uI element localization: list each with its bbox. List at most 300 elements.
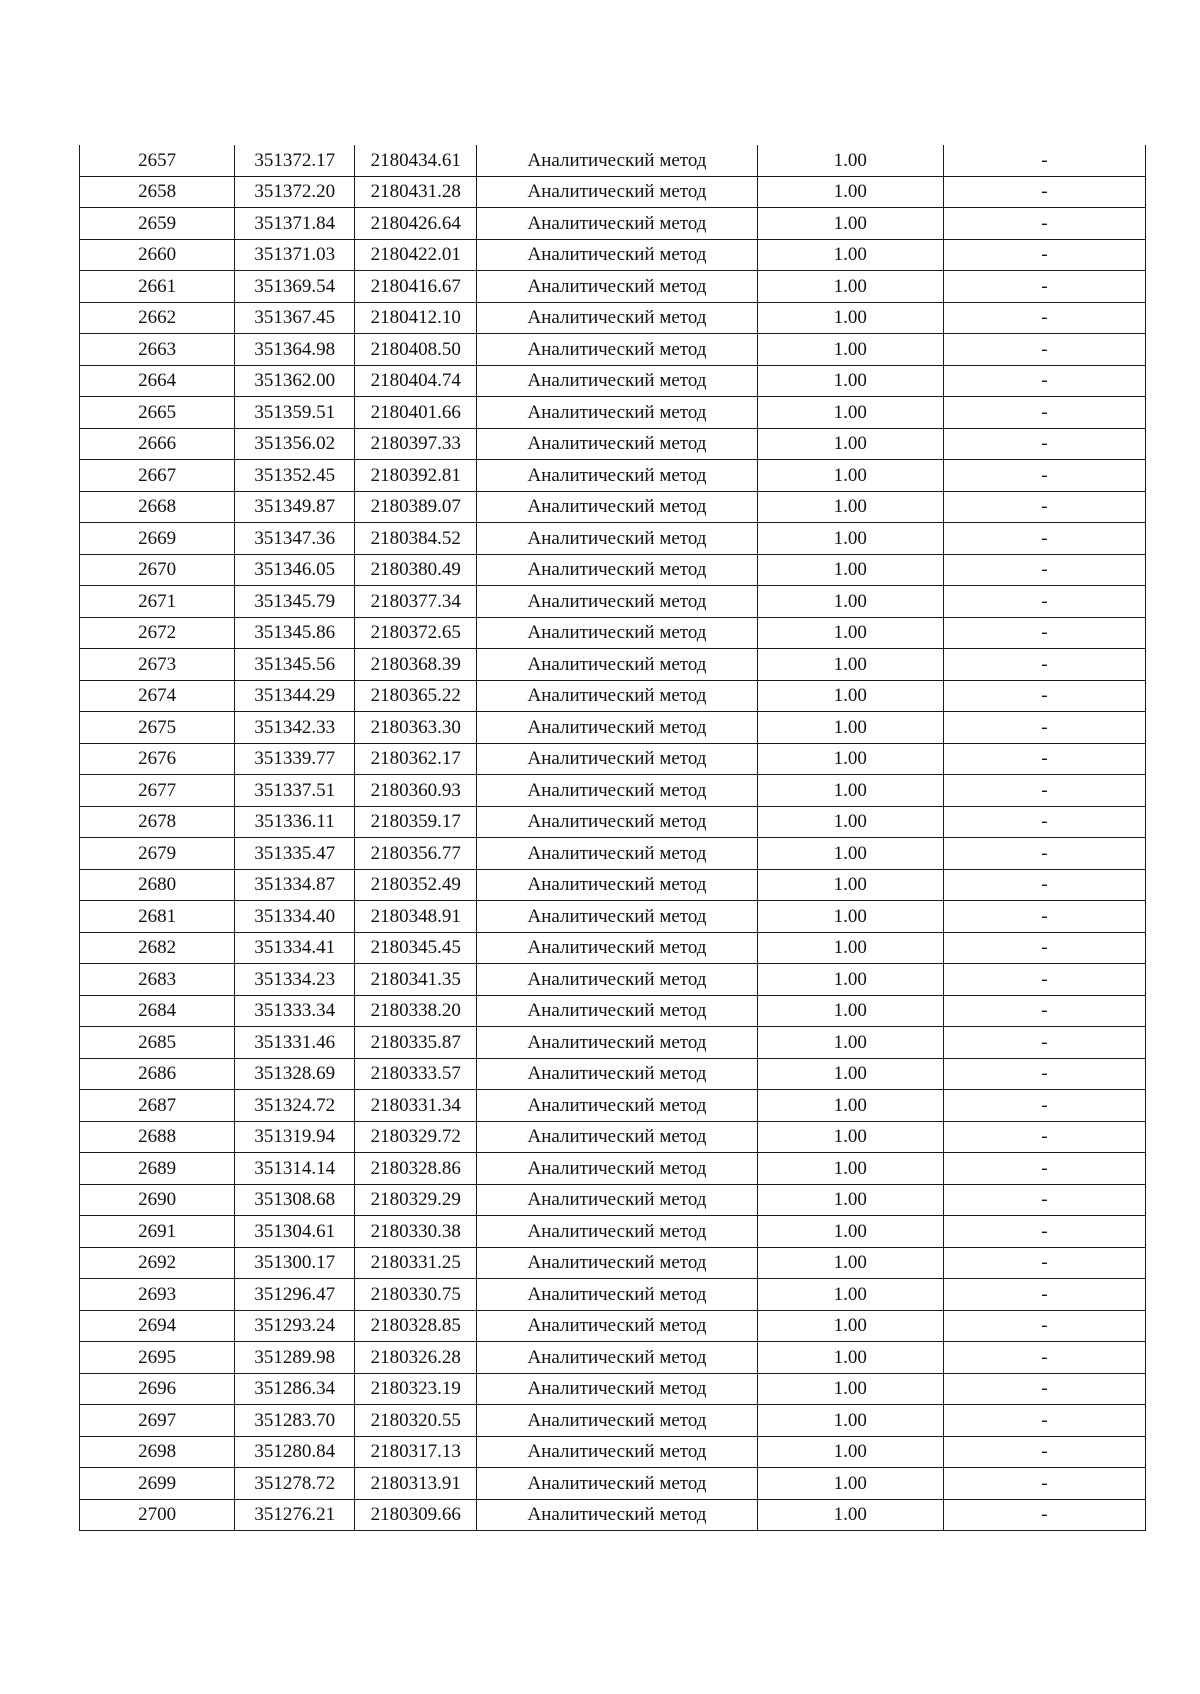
point-number-cell: 2663 bbox=[80, 334, 235, 366]
note-cell: - bbox=[943, 838, 1145, 870]
table-row bbox=[80, 1247, 1146, 1279]
y-coordinate-cell: 2180372.65 bbox=[355, 617, 477, 649]
x-coordinate-cell: 351356.02 bbox=[235, 428, 355, 460]
table-row bbox=[80, 1184, 1146, 1216]
x-coordinate-cell: 351336.11 bbox=[235, 806, 355, 838]
table-row bbox=[80, 901, 1146, 933]
note-cell: - bbox=[943, 1216, 1145, 1248]
y-coordinate-cell: 2180422.01 bbox=[355, 239, 477, 271]
point-number-cell: 2657 bbox=[80, 145, 235, 176]
note-cell: - bbox=[943, 271, 1145, 303]
y-coordinate-cell: 2180335.87 bbox=[355, 1027, 477, 1059]
point-number-cell: 2659 bbox=[80, 208, 235, 240]
accuracy-cell: 1.00 bbox=[757, 1121, 943, 1153]
note-cell: - bbox=[943, 428, 1145, 460]
table-row bbox=[80, 208, 1146, 240]
x-coordinate-cell: 351276.21 bbox=[235, 1499, 355, 1531]
point-number-cell: 2667 bbox=[80, 460, 235, 492]
accuracy-cell: 1.00 bbox=[757, 1468, 943, 1500]
note-cell: - bbox=[943, 649, 1145, 681]
x-coordinate-cell: 351319.94 bbox=[235, 1121, 355, 1153]
method-cell: Аналитический метод bbox=[477, 145, 757, 176]
point-number-cell: 2662 bbox=[80, 302, 235, 334]
accuracy-cell: 1.00 bbox=[757, 302, 943, 334]
table-row bbox=[80, 1279, 1146, 1311]
accuracy-cell: 1.00 bbox=[757, 964, 943, 996]
table-row bbox=[80, 1090, 1146, 1122]
y-coordinate-cell: 2180328.85 bbox=[355, 1310, 477, 1342]
accuracy-cell: 1.00 bbox=[757, 680, 943, 712]
table-row bbox=[80, 365, 1146, 397]
x-coordinate-cell: 351345.79 bbox=[235, 586, 355, 618]
table-row bbox=[80, 964, 1146, 996]
accuracy-cell: 1.00 bbox=[757, 208, 943, 240]
y-coordinate-cell: 2180329.29 bbox=[355, 1184, 477, 1216]
table-row bbox=[80, 995, 1146, 1027]
note-cell: - bbox=[943, 964, 1145, 996]
note-cell: - bbox=[943, 1468, 1145, 1500]
point-number-cell: 2699 bbox=[80, 1468, 235, 1500]
y-coordinate-cell: 2180331.25 bbox=[355, 1247, 477, 1279]
accuracy-cell: 1.00 bbox=[757, 869, 943, 901]
x-coordinate-cell: 351349.87 bbox=[235, 491, 355, 523]
method-cell: Аналитический метод bbox=[477, 1468, 757, 1500]
table-row bbox=[80, 145, 1146, 176]
y-coordinate-cell: 2180359.17 bbox=[355, 806, 477, 838]
point-number-cell: 2678 bbox=[80, 806, 235, 838]
point-number-cell: 2661 bbox=[80, 271, 235, 303]
accuracy-cell: 1.00 bbox=[757, 397, 943, 429]
x-coordinate-cell: 351352.45 bbox=[235, 460, 355, 492]
note-cell: - bbox=[943, 1027, 1145, 1059]
accuracy-cell: 1.00 bbox=[757, 271, 943, 303]
point-number-cell: 2664 bbox=[80, 365, 235, 397]
note-cell: - bbox=[943, 302, 1145, 334]
y-coordinate-cell: 2180338.20 bbox=[355, 995, 477, 1027]
point-number-cell: 2673 bbox=[80, 649, 235, 681]
y-coordinate-cell: 2180389.07 bbox=[355, 491, 477, 523]
method-cell: Аналитический метод bbox=[477, 838, 757, 870]
method-cell: Аналитический метод bbox=[477, 271, 757, 303]
accuracy-cell: 1.00 bbox=[757, 1342, 943, 1374]
y-coordinate-cell: 2180412.10 bbox=[355, 302, 477, 334]
table-row bbox=[80, 1216, 1146, 1248]
note-cell: - bbox=[943, 397, 1145, 429]
x-coordinate-cell: 351345.56 bbox=[235, 649, 355, 681]
note-cell: - bbox=[943, 806, 1145, 838]
method-cell: Аналитический метод bbox=[477, 1184, 757, 1216]
point-number-cell: 2691 bbox=[80, 1216, 235, 1248]
table-row bbox=[80, 302, 1146, 334]
table-row bbox=[80, 1027, 1146, 1059]
method-cell: Аналитический метод bbox=[477, 712, 757, 744]
accuracy-cell: 1.00 bbox=[757, 932, 943, 964]
method-cell: Аналитический метод bbox=[477, 208, 757, 240]
table-row bbox=[80, 1405, 1146, 1437]
point-number-cell: 2698 bbox=[80, 1436, 235, 1468]
point-number-cell: 2674 bbox=[80, 680, 235, 712]
accuracy-cell: 1.00 bbox=[757, 1310, 943, 1342]
table-row bbox=[80, 1499, 1146, 1531]
y-coordinate-cell: 2180348.91 bbox=[355, 901, 477, 933]
method-cell: Аналитический метод bbox=[477, 428, 757, 460]
method-cell: Аналитический метод bbox=[477, 649, 757, 681]
y-coordinate-cell: 2180416.67 bbox=[355, 271, 477, 303]
x-coordinate-cell: 351344.29 bbox=[235, 680, 355, 712]
accuracy-cell: 1.00 bbox=[757, 649, 943, 681]
method-cell: Аналитический метод bbox=[477, 239, 757, 271]
note-cell: - bbox=[943, 1247, 1145, 1279]
accuracy-cell: 1.00 bbox=[757, 586, 943, 618]
point-number-cell: 2676 bbox=[80, 743, 235, 775]
method-cell: Аналитический метод bbox=[477, 302, 757, 334]
table-row bbox=[80, 1121, 1146, 1153]
method-cell: Аналитический метод bbox=[477, 586, 757, 618]
method-cell: Аналитический метод bbox=[477, 365, 757, 397]
note-cell: - bbox=[943, 712, 1145, 744]
accuracy-cell: 1.00 bbox=[757, 1058, 943, 1090]
method-cell: Аналитический метод bbox=[477, 491, 757, 523]
table-row bbox=[80, 775, 1146, 807]
table-row bbox=[80, 239, 1146, 271]
table-row bbox=[80, 397, 1146, 429]
x-coordinate-cell: 351364.98 bbox=[235, 334, 355, 366]
x-coordinate-cell: 351346.05 bbox=[235, 554, 355, 586]
x-coordinate-cell: 351369.54 bbox=[235, 271, 355, 303]
accuracy-cell: 1.00 bbox=[757, 806, 943, 838]
note-cell: - bbox=[943, 1436, 1145, 1468]
note-cell: - bbox=[943, 932, 1145, 964]
table-row bbox=[80, 334, 1146, 366]
method-cell: Аналитический метод bbox=[477, 964, 757, 996]
table-row bbox=[80, 1436, 1146, 1468]
y-coordinate-cell: 2180323.19 bbox=[355, 1373, 477, 1405]
y-coordinate-cell: 2180434.61 bbox=[355, 145, 477, 176]
table-row bbox=[80, 932, 1146, 964]
note-cell: - bbox=[943, 1499, 1145, 1531]
note-cell: - bbox=[943, 1310, 1145, 1342]
accuracy-cell: 1.00 bbox=[757, 1247, 943, 1279]
note-cell: - bbox=[943, 491, 1145, 523]
note-cell: - bbox=[943, 208, 1145, 240]
y-coordinate-cell: 2180329.72 bbox=[355, 1121, 477, 1153]
x-coordinate-cell: 351304.61 bbox=[235, 1216, 355, 1248]
x-coordinate-cell: 351280.84 bbox=[235, 1436, 355, 1468]
point-number-cell: 2665 bbox=[80, 397, 235, 429]
point-number-cell: 2689 bbox=[80, 1153, 235, 1185]
note-cell: - bbox=[943, 743, 1145, 775]
y-coordinate-cell: 2180326.28 bbox=[355, 1342, 477, 1374]
note-cell: - bbox=[943, 1279, 1145, 1311]
y-coordinate-cell: 2180384.52 bbox=[355, 523, 477, 555]
method-cell: Аналитический метод bbox=[477, 1279, 757, 1311]
x-coordinate-cell: 351342.33 bbox=[235, 712, 355, 744]
note-cell: - bbox=[943, 176, 1145, 208]
note-cell: - bbox=[943, 523, 1145, 555]
point-number-cell: 2660 bbox=[80, 239, 235, 271]
point-number-cell: 2682 bbox=[80, 932, 235, 964]
note-cell: - bbox=[943, 1090, 1145, 1122]
note-cell: - bbox=[943, 869, 1145, 901]
accuracy-cell: 1.00 bbox=[757, 1436, 943, 1468]
y-coordinate-cell: 2180352.49 bbox=[355, 869, 477, 901]
note-cell: - bbox=[943, 995, 1145, 1027]
note-cell: - bbox=[943, 460, 1145, 492]
y-coordinate-cell: 2180328.86 bbox=[355, 1153, 477, 1185]
table-row bbox=[80, 460, 1146, 492]
accuracy-cell: 1.00 bbox=[757, 1405, 943, 1437]
point-number-cell: 2680 bbox=[80, 869, 235, 901]
method-cell: Аналитический метод bbox=[477, 806, 757, 838]
point-number-cell: 2692 bbox=[80, 1247, 235, 1279]
table-row bbox=[80, 1342, 1146, 1374]
y-coordinate-cell: 2180365.22 bbox=[355, 680, 477, 712]
x-coordinate-cell: 351328.69 bbox=[235, 1058, 355, 1090]
accuracy-cell: 1.00 bbox=[757, 523, 943, 555]
table-row bbox=[80, 1153, 1146, 1185]
x-coordinate-cell: 351359.51 bbox=[235, 397, 355, 429]
accuracy-cell: 1.00 bbox=[757, 1499, 943, 1531]
x-coordinate-cell: 351371.84 bbox=[235, 208, 355, 240]
point-number-cell: 2675 bbox=[80, 712, 235, 744]
point-number-cell: 2672 bbox=[80, 617, 235, 649]
y-coordinate-cell: 2180320.55 bbox=[355, 1405, 477, 1437]
table-row bbox=[80, 586, 1146, 618]
method-cell: Аналитический метод bbox=[477, 869, 757, 901]
y-coordinate-cell: 2180331.34 bbox=[355, 1090, 477, 1122]
point-number-cell: 2690 bbox=[80, 1184, 235, 1216]
method-cell: Аналитический метод bbox=[477, 460, 757, 492]
point-number-cell: 2694 bbox=[80, 1310, 235, 1342]
table-row bbox=[80, 743, 1146, 775]
note-cell: - bbox=[943, 775, 1145, 807]
table-row bbox=[80, 838, 1146, 870]
point-number-cell: 2693 bbox=[80, 1279, 235, 1311]
x-coordinate-cell: 351333.34 bbox=[235, 995, 355, 1027]
method-cell: Аналитический метод bbox=[477, 523, 757, 555]
method-cell: Аналитический метод bbox=[477, 1247, 757, 1279]
note-cell: - bbox=[943, 680, 1145, 712]
point-number-cell: 2687 bbox=[80, 1090, 235, 1122]
table-body bbox=[80, 145, 1146, 1531]
point-number-cell: 2700 bbox=[80, 1499, 235, 1531]
y-coordinate-cell: 2180330.75 bbox=[355, 1279, 477, 1311]
note-cell: - bbox=[943, 1342, 1145, 1374]
method-cell: Аналитический метод bbox=[477, 1405, 757, 1437]
note-cell: - bbox=[943, 1121, 1145, 1153]
table-row bbox=[80, 554, 1146, 586]
y-coordinate-cell: 2180377.34 bbox=[355, 586, 477, 618]
table-row bbox=[80, 806, 1146, 838]
note-cell: - bbox=[943, 239, 1145, 271]
accuracy-cell: 1.00 bbox=[757, 554, 943, 586]
method-cell: Аналитический метод bbox=[477, 1153, 757, 1185]
y-coordinate-cell: 2180333.57 bbox=[355, 1058, 477, 1090]
y-coordinate-cell: 2180362.17 bbox=[355, 743, 477, 775]
accuracy-cell: 1.00 bbox=[757, 712, 943, 744]
x-coordinate-cell: 351283.70 bbox=[235, 1405, 355, 1437]
table-row bbox=[80, 712, 1146, 744]
accuracy-cell: 1.00 bbox=[757, 995, 943, 1027]
note-cell: - bbox=[943, 901, 1145, 933]
x-coordinate-cell: 351372.20 bbox=[235, 176, 355, 208]
x-coordinate-cell: 351345.86 bbox=[235, 617, 355, 649]
accuracy-cell: 1.00 bbox=[757, 145, 943, 176]
y-coordinate-cell: 2180356.77 bbox=[355, 838, 477, 870]
method-cell: Аналитический метод bbox=[477, 1027, 757, 1059]
accuracy-cell: 1.00 bbox=[757, 239, 943, 271]
y-coordinate-cell: 2180392.81 bbox=[355, 460, 477, 492]
method-cell: Аналитический метод bbox=[477, 775, 757, 807]
method-cell: Аналитический метод bbox=[477, 1499, 757, 1531]
point-number-cell: 2686 bbox=[80, 1058, 235, 1090]
method-cell: Аналитический метод bbox=[477, 995, 757, 1027]
x-coordinate-cell: 351334.40 bbox=[235, 901, 355, 933]
point-number-cell: 2683 bbox=[80, 964, 235, 996]
note-cell: - bbox=[943, 1405, 1145, 1437]
table-row bbox=[80, 428, 1146, 460]
accuracy-cell: 1.00 bbox=[757, 428, 943, 460]
x-coordinate-cell: 351334.23 bbox=[235, 964, 355, 996]
accuracy-cell: 1.00 bbox=[757, 1373, 943, 1405]
y-coordinate-cell: 2180431.28 bbox=[355, 176, 477, 208]
x-coordinate-cell: 351331.46 bbox=[235, 1027, 355, 1059]
point-number-cell: 2677 bbox=[80, 775, 235, 807]
accuracy-cell: 1.00 bbox=[757, 617, 943, 649]
method-cell: Аналитический метод bbox=[477, 901, 757, 933]
accuracy-cell: 1.00 bbox=[757, 838, 943, 870]
method-cell: Аналитический метод bbox=[477, 1310, 757, 1342]
note-cell: - bbox=[943, 554, 1145, 586]
table-row bbox=[80, 869, 1146, 901]
y-coordinate-cell: 2180341.35 bbox=[355, 964, 477, 996]
x-coordinate-cell: 351289.98 bbox=[235, 1342, 355, 1374]
table-row bbox=[80, 1373, 1146, 1405]
method-cell: Аналитический метод bbox=[477, 617, 757, 649]
table-row bbox=[80, 176, 1146, 208]
method-cell: Аналитический метод bbox=[477, 176, 757, 208]
x-coordinate-cell: 351314.14 bbox=[235, 1153, 355, 1185]
accuracy-cell: 1.00 bbox=[757, 491, 943, 523]
x-coordinate-cell: 351324.72 bbox=[235, 1090, 355, 1122]
table-row bbox=[80, 617, 1146, 649]
table-row bbox=[80, 491, 1146, 523]
note-cell: - bbox=[943, 1184, 1145, 1216]
y-coordinate-cell: 2180317.13 bbox=[355, 1436, 477, 1468]
accuracy-cell: 1.00 bbox=[757, 460, 943, 492]
method-cell: Аналитический метод bbox=[477, 680, 757, 712]
point-number-cell: 2658 bbox=[80, 176, 235, 208]
x-coordinate-cell: 351293.24 bbox=[235, 1310, 355, 1342]
point-number-cell: 2688 bbox=[80, 1121, 235, 1153]
note-cell: - bbox=[943, 365, 1145, 397]
accuracy-cell: 1.00 bbox=[757, 176, 943, 208]
y-coordinate-cell: 2180397.33 bbox=[355, 428, 477, 460]
method-cell: Аналитический метод bbox=[477, 334, 757, 366]
accuracy-cell: 1.00 bbox=[757, 1090, 943, 1122]
note-cell: - bbox=[943, 1373, 1145, 1405]
x-coordinate-cell: 351339.77 bbox=[235, 743, 355, 775]
table-row bbox=[80, 523, 1146, 555]
method-cell: Аналитический метод bbox=[477, 554, 757, 586]
table-row bbox=[80, 1310, 1146, 1342]
table-row bbox=[80, 1058, 1146, 1090]
point-number-cell: 2668 bbox=[80, 491, 235, 523]
point-number-cell: 2681 bbox=[80, 901, 235, 933]
method-cell: Аналитический метод bbox=[477, 1373, 757, 1405]
point-number-cell: 2696 bbox=[80, 1373, 235, 1405]
accuracy-cell: 1.00 bbox=[757, 901, 943, 933]
method-cell: Аналитический метод bbox=[477, 397, 757, 429]
x-coordinate-cell: 351308.68 bbox=[235, 1184, 355, 1216]
y-coordinate-cell: 2180426.64 bbox=[355, 208, 477, 240]
note-cell: - bbox=[943, 145, 1145, 176]
note-cell: - bbox=[943, 586, 1145, 618]
note-cell: - bbox=[943, 334, 1145, 366]
x-coordinate-cell: 351335.47 bbox=[235, 838, 355, 870]
y-coordinate-cell: 2180408.50 bbox=[355, 334, 477, 366]
x-coordinate-cell: 351371.03 bbox=[235, 239, 355, 271]
accuracy-cell: 1.00 bbox=[757, 1279, 943, 1311]
accuracy-cell: 1.00 bbox=[757, 1027, 943, 1059]
x-coordinate-cell: 351372.17 bbox=[235, 145, 355, 176]
point-number-cell: 2666 bbox=[80, 428, 235, 460]
method-cell: Аналитический метод bbox=[477, 1216, 757, 1248]
accuracy-cell: 1.00 bbox=[757, 775, 943, 807]
y-coordinate-cell: 2180360.93 bbox=[355, 775, 477, 807]
x-coordinate-cell: 351278.72 bbox=[235, 1468, 355, 1500]
x-coordinate-cell: 351362.00 bbox=[235, 365, 355, 397]
accuracy-cell: 1.00 bbox=[757, 334, 943, 366]
table-row bbox=[80, 271, 1146, 303]
y-coordinate-cell: 2180330.38 bbox=[355, 1216, 477, 1248]
note-cell: - bbox=[943, 617, 1145, 649]
method-cell: Аналитический метод bbox=[477, 1121, 757, 1153]
point-number-cell: 2685 bbox=[80, 1027, 235, 1059]
x-coordinate-cell: 351367.45 bbox=[235, 302, 355, 334]
point-number-cell: 2671 bbox=[80, 586, 235, 618]
point-number-cell: 2669 bbox=[80, 523, 235, 555]
point-number-cell: 2670 bbox=[80, 554, 235, 586]
note-cell: - bbox=[943, 1153, 1145, 1185]
y-coordinate-cell: 2180404.74 bbox=[355, 365, 477, 397]
table-row bbox=[80, 649, 1146, 681]
method-cell: Аналитический метод bbox=[477, 743, 757, 775]
x-coordinate-cell: 351334.87 bbox=[235, 869, 355, 901]
point-number-cell: 2695 bbox=[80, 1342, 235, 1374]
x-coordinate-cell: 351300.17 bbox=[235, 1247, 355, 1279]
x-coordinate-cell: 351347.36 bbox=[235, 523, 355, 555]
accuracy-cell: 1.00 bbox=[757, 743, 943, 775]
y-coordinate-cell: 2180380.49 bbox=[355, 554, 477, 586]
table-row bbox=[80, 680, 1146, 712]
y-coordinate-cell: 2180368.39 bbox=[355, 649, 477, 681]
accuracy-cell: 1.00 bbox=[757, 1153, 943, 1185]
accuracy-cell: 1.00 bbox=[757, 365, 943, 397]
x-coordinate-cell: 351296.47 bbox=[235, 1279, 355, 1311]
y-coordinate-cell: 2180401.66 bbox=[355, 397, 477, 429]
point-number-cell: 2679 bbox=[80, 838, 235, 870]
table-row bbox=[80, 1468, 1146, 1500]
x-coordinate-cell: 351334.41 bbox=[235, 932, 355, 964]
y-coordinate-cell: 2180313.91 bbox=[355, 1468, 477, 1500]
accuracy-cell: 1.00 bbox=[757, 1216, 943, 1248]
accuracy-cell: 1.00 bbox=[757, 1184, 943, 1216]
x-coordinate-cell: 351286.34 bbox=[235, 1373, 355, 1405]
point-number-cell: 2697 bbox=[80, 1405, 235, 1437]
method-cell: Аналитический метод bbox=[477, 1090, 757, 1122]
method-cell: Аналитический метод bbox=[477, 1058, 757, 1090]
